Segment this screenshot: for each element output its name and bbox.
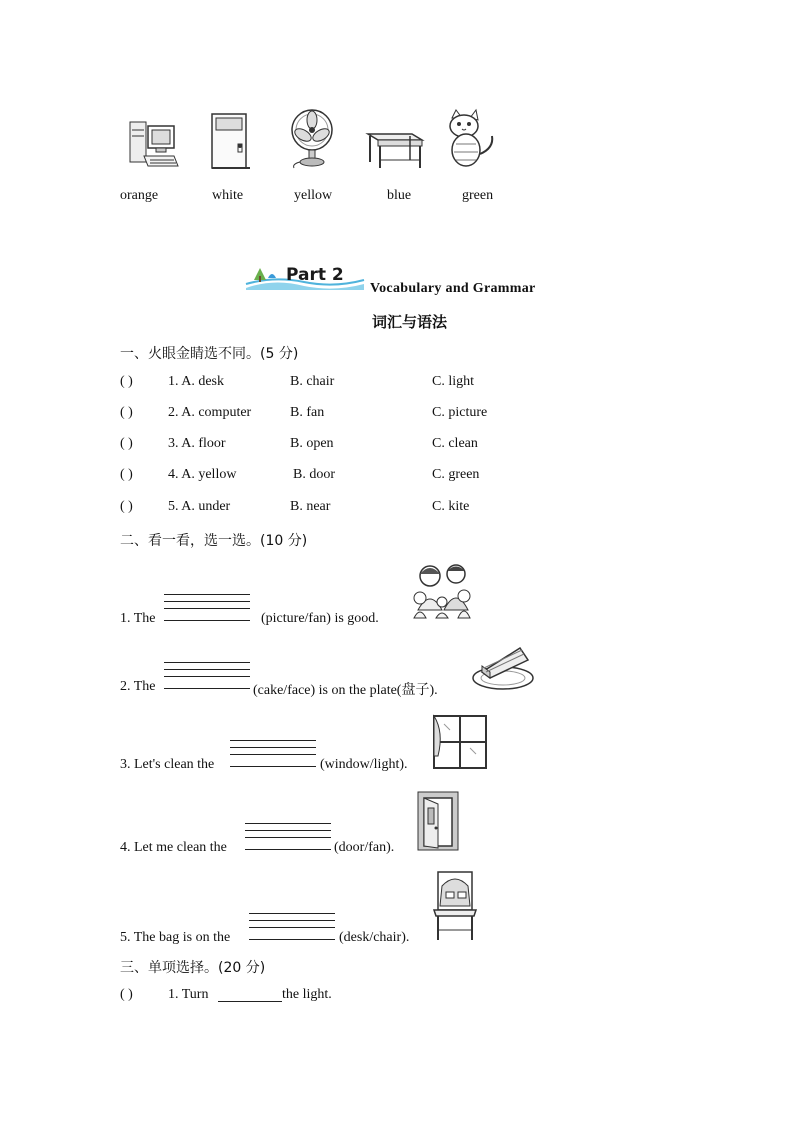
- computer-picture: [124, 116, 180, 172]
- option-c: C. clean: [432, 436, 478, 451]
- part-title-en: Vocabulary and Grammar: [370, 281, 536, 296]
- section1-heading: 一、火眼金睛选不同。(5 分): [120, 346, 299, 362]
- section2-item-1-post: (picture/fan) is good.: [261, 611, 379, 626]
- section3-heading: 三、单项选择。(20 分): [120, 960, 266, 976]
- option-c: C. green: [432, 467, 480, 482]
- option-a: 2. A. computer: [168, 405, 252, 420]
- bag-on-chair-picture: [430, 866, 480, 942]
- question-text-post: the light.: [282, 987, 332, 1002]
- section1-item-3: [120, 436, 640, 456]
- color-word-yellow: yellow: [294, 188, 333, 203]
- option-a: 5. A. under: [168, 499, 231, 514]
- option-b: B. open: [290, 436, 334, 451]
- question-text-pre: 1. Turn: [168, 987, 209, 1002]
- section1-item-5: [120, 499, 640, 519]
- section2-item-5-post: (desk/chair).: [339, 930, 410, 945]
- cat-picture: [442, 108, 498, 170]
- section2-item-5-pre: 5. The bag is on the: [120, 930, 231, 945]
- answer-lines[interactable]: [164, 594, 250, 624]
- section1-item-4: [120, 467, 640, 487]
- answer-lines[interactable]: [164, 662, 250, 692]
- option-b: B. near: [290, 499, 331, 514]
- open-door-picture: [416, 790, 460, 852]
- color-word-orange: orange: [120, 188, 159, 203]
- option-c: C. kite: [432, 499, 470, 514]
- option-a: 4. A. yellow: [168, 467, 237, 482]
- color-word-blue: blue: [387, 188, 412, 203]
- option-a: 1. A. desk: [168, 374, 224, 389]
- part-badge: [244, 258, 366, 292]
- option-c: C. light: [432, 374, 475, 389]
- answer-lines[interactable]: [245, 823, 331, 853]
- section2-item-2-pre: 2. The: [120, 679, 156, 694]
- section2-item-4-pre: 4. Let me clean the: [120, 840, 227, 855]
- section2-item-3-post: (window/light).: [320, 757, 408, 772]
- answer-bracket[interactable]: ( ): [120, 467, 133, 482]
- fan-picture: [286, 106, 338, 170]
- option-c: C. picture: [432, 405, 488, 420]
- desk-picture: [364, 126, 426, 172]
- option-b: B. door: [293, 467, 335, 482]
- color-word-green: green: [462, 188, 494, 203]
- family-picture: [406, 562, 480, 620]
- part-title-cn: 词汇与语法: [372, 313, 448, 331]
- section3-item-1: [120, 987, 640, 1007]
- door-picture: [206, 110, 254, 172]
- section2-item-4-post: (door/fan).: [334, 840, 395, 855]
- answer-bracket[interactable]: ( ): [120, 374, 133, 389]
- section2-item-1-pre: 1. The: [120, 611, 156, 626]
- section2-heading: 二、看一看，选一选。(10 分): [120, 533, 308, 549]
- section2-item-3-pre: 3. Let's clean the: [120, 757, 215, 772]
- section1-item-2: [120, 405, 640, 425]
- section1-item-1: [120, 374, 640, 394]
- answer-bracket[interactable]: ( ): [120, 436, 133, 451]
- option-b: B. chair: [290, 374, 335, 389]
- blank-line[interactable]: [218, 1001, 282, 1002]
- answer-lines[interactable]: [249, 913, 335, 943]
- part-badge-label: Part 2: [286, 265, 344, 285]
- section2-item-2-post: (cake/face) is on the plate(盘子).: [253, 683, 438, 698]
- option-a: 3. A. floor: [168, 436, 226, 451]
- answer-bracket[interactable]: ( ): [120, 499, 133, 514]
- answer-bracket[interactable]: ( ): [120, 987, 133, 1002]
- color-word-white: white: [212, 188, 244, 203]
- answer-lines[interactable]: [230, 740, 316, 770]
- option-b: B. fan: [290, 405, 325, 420]
- window-picture: [430, 712, 490, 772]
- answer-bracket[interactable]: ( ): [120, 405, 133, 420]
- cake-picture: [470, 638, 536, 692]
